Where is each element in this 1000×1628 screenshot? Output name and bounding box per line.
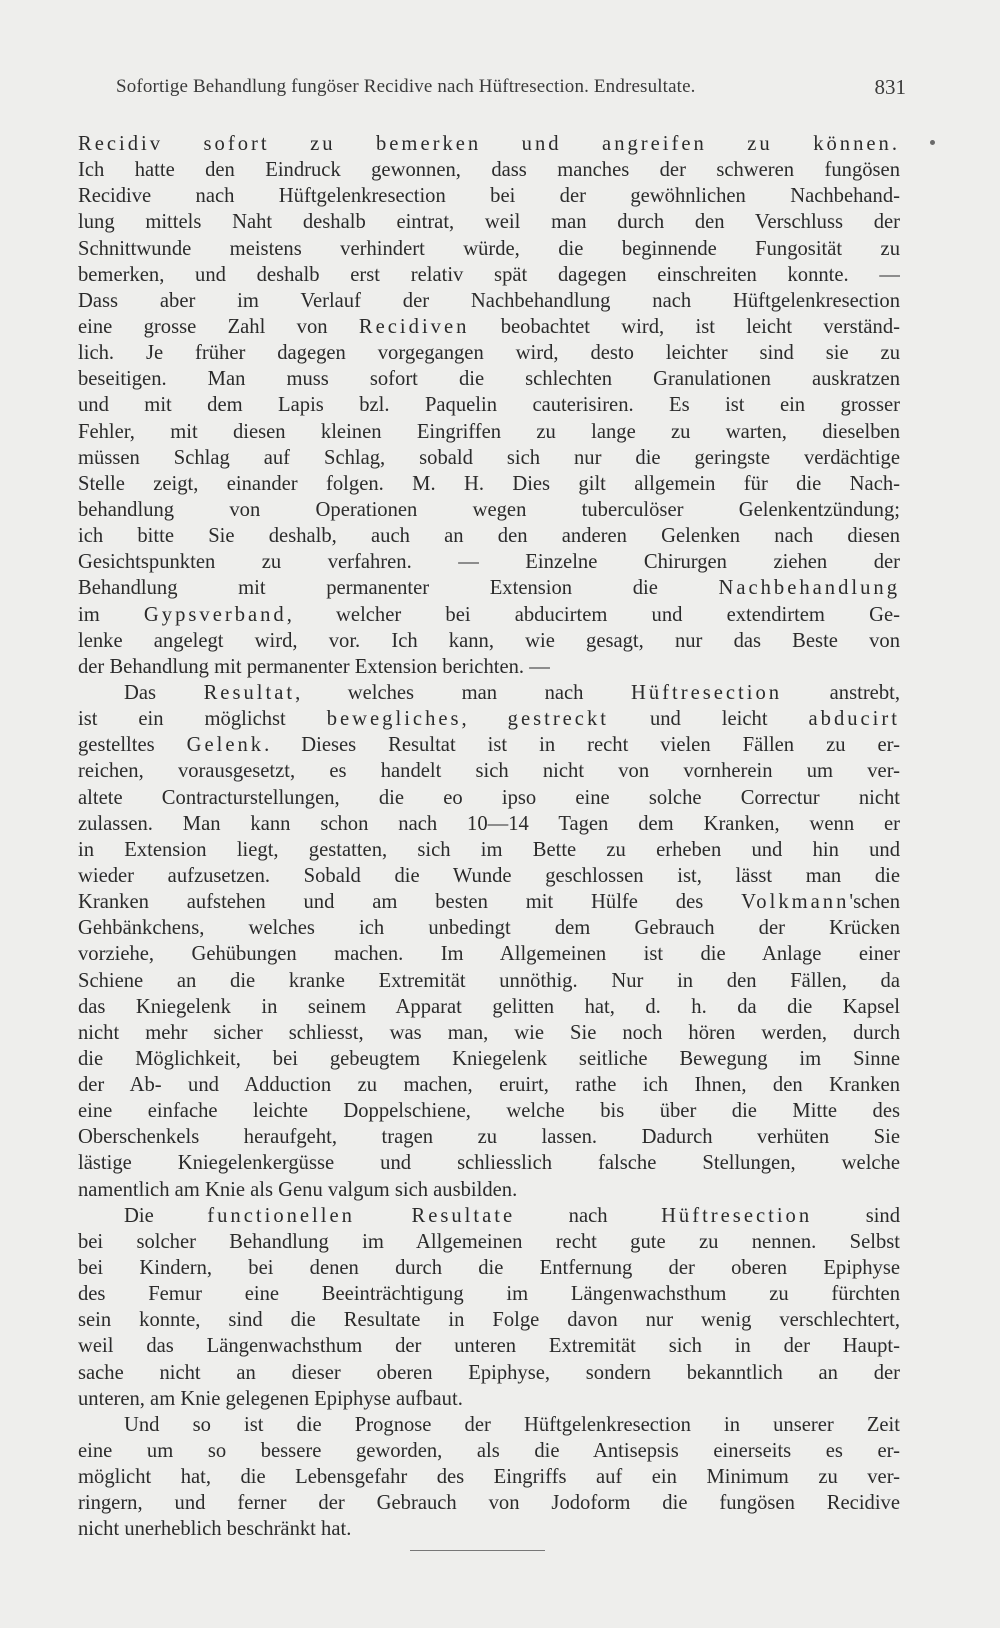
- text-run: sind: [812, 1204, 900, 1227]
- text-line: [78, 445, 900, 471]
- text-line: [78, 1307, 900, 1333]
- text-run: Gehbänkchens, welches ich unbedingt dem Gebrauch der Krücken: [78, 917, 900, 940]
- text-line: [78, 392, 900, 418]
- paragraph: [78, 680, 900, 1203]
- text-line: [78, 131, 900, 157]
- text-run: die Möglichkeit, bei gebeugtem Kniegelenk seitliche Bewegung im Sinne: [78, 1047, 900, 1070]
- text-run: Die: [124, 1204, 208, 1227]
- text-run: beobachtet wird, ist leicht verständ-: [469, 315, 900, 338]
- text-line: [78, 1386, 900, 1412]
- text-run: Und so ist die Prognose der Hüftgelenkresection in unserer Zeit: [124, 1413, 900, 1436]
- text-line: [78, 628, 900, 654]
- text-line: [78, 1229, 900, 1255]
- text-line: [78, 262, 900, 288]
- text-line: [78, 758, 900, 784]
- paragraph: [78, 131, 900, 680]
- text-run: Dass aber im Verlauf der Nachbehandlung nach Hüftgelenkresection: [78, 289, 900, 312]
- text-line: [78, 732, 900, 758]
- spaced-emphasis: bewegliches: [326, 708, 462, 731]
- text-run: . Dieses Resultat ist in recht vielen Fällen zu er-: [264, 734, 900, 757]
- text-run: bei Kindern, bei denen durch die Entfernung der oberen Epiphyse: [78, 1257, 900, 1280]
- text-line: [78, 941, 900, 967]
- text-run: nicht mehr sicher schliesst, was man, wie Sie noch hören werden, durch: [78, 1021, 900, 1044]
- text-line: [78, 314, 900, 340]
- running-head-title: Sofortige Behandlung fungöser Recidive nach Hüftresection. Endresultate.: [116, 76, 696, 97]
- spaced-emphasis: functionellen Resultate: [207, 1204, 516, 1227]
- paragraph: [78, 1412, 900, 1543]
- paragraph: [78, 1203, 900, 1412]
- text-run: eine um so bessere geworden, als die Antisepsis einerseits es er-: [78, 1440, 900, 1463]
- text-line: [78, 1438, 900, 1464]
- text-run: Ich hatte den Eindruck gewonnen, dass manches der schweren fungösen: [78, 159, 900, 182]
- text-line: [78, 1150, 900, 1176]
- text-run: Schiene an die kranke Extremität unnöthig. Nur in den Fällen, da: [78, 969, 900, 992]
- text-run: Stelle zeigt, einander folgen. M. H. Dies gilt allgemein für die Nach-: [78, 472, 900, 495]
- text-run: ich bitte Sie deshalb, auch an den anderen Gelenken nach diesen: [78, 525, 900, 548]
- text-run: vorziehe, Gehübungen machen. Im Allgemeinen ist die Anlage einer: [78, 943, 900, 966]
- text-run: und mit dem Lapis bzl. Paquelin cauterisiren. Es ist ein grosser: [78, 394, 900, 417]
- text-run: möglicht hat, die Lebensgefahr des Eingriffs auf ein Minimum zu ver-: [78, 1466, 900, 1489]
- text-run: behandlung von Operationen wegen tuberculöser Gelenkentzündung;: [78, 498, 900, 521]
- text-line: [78, 209, 900, 235]
- spaced-emphasis: Recidiven: [358, 315, 470, 338]
- text-line: [78, 236, 900, 262]
- text-line: [78, 1203, 900, 1229]
- text-run: Schnittwunde meistens verhindert würde, die beginnende Fungosität zu: [78, 237, 900, 260]
- text-run: eine einfache leichte Doppelschiene, welche bis über die Mitte des: [78, 1100, 900, 1123]
- spaced-emphasis: Nachbehandlung: [718, 577, 900, 600]
- spaced-emphasis: Gypsverband: [143, 603, 287, 626]
- text-run: Recidive nach Hüftgelenkresection bei der gewöhnlichen Nachbehand-: [78, 185, 900, 208]
- text-run: der Behandlung mit permanenter Extension berichten. —: [78, 655, 550, 678]
- text-line: [78, 706, 900, 732]
- text-line: [78, 811, 900, 837]
- spaced-emphasis: abducirt: [808, 708, 900, 731]
- text-run: Behandlung mit permanenter Extension die: [78, 577, 719, 600]
- text-line: [78, 366, 900, 392]
- text-run: Fehler, mit diesen kleinen Eingriffen zu lange zu warten, dieselben: [78, 420, 900, 443]
- text-line: [78, 419, 900, 445]
- text-line: [78, 471, 900, 497]
- text-run: 'schen: [849, 891, 900, 914]
- text-run: weil das Längenwachsthum der unteren Extremität sich in der Haupt-: [78, 1335, 900, 1358]
- text-run: ,: [461, 708, 508, 731]
- text-line: [78, 968, 900, 994]
- text-run: zulassen. Man kann schon nach 10—14 Tagen dem Kranken, wenn er: [78, 812, 900, 835]
- text-run: gestelltes: [78, 734, 187, 757]
- text-line: [78, 157, 900, 183]
- text-line: [78, 785, 900, 811]
- text-run: ringern, und ferner der Gebrauch von Jodoform die fungösen Recidive: [78, 1492, 900, 1515]
- text-line: [78, 1098, 900, 1124]
- text-line: [78, 183, 900, 209]
- text-run: anstrebt,: [782, 681, 900, 704]
- text-line: [78, 863, 900, 889]
- text-run: und leicht: [608, 708, 809, 731]
- spaced-emphasis: Gelenk: [186, 734, 265, 757]
- text-run: Kranken aufstehen und am besten mit Hülfe des: [78, 891, 742, 914]
- text-run: sein konnte, sind die Resultate in Folge davon nur wenig verschlechtert,: [78, 1309, 900, 1332]
- text-run: lenke angelegt wird, vor. Ich kann, wie gesagt, nur das Beste von: [78, 629, 900, 652]
- text-line: [78, 497, 900, 523]
- text-run: reichen, vorausgesetzt, es handelt sich nicht von vornherein um ver-: [78, 760, 900, 783]
- text-run: wieder aufzusetzen. Sobald die Wunde geschlossen ist, lässt man die: [78, 864, 900, 887]
- text-line: [78, 1020, 900, 1046]
- text-run: , welches man nach: [295, 681, 632, 704]
- text-line: [78, 575, 900, 601]
- text-run: beseitigen. Man muss sofort die schlechten Granulationen auskratzen: [78, 368, 900, 391]
- text-run: im: [78, 603, 144, 626]
- text-line: [78, 1124, 900, 1150]
- text-run: bei solcher Behandlung im Allgemeinen recht gute zu nennen. Selbst: [78, 1230, 900, 1253]
- text-run: Gesichtspunkten zu verfahren. — Einzelne Chirurgen ziehen der: [78, 551, 900, 574]
- text-line: [78, 1490, 900, 1516]
- text-run: lich. Je früher dagegen vorgegangen wird, desto leichter sind sie zu: [78, 342, 900, 365]
- text-line: [78, 1360, 900, 1386]
- text-line: [78, 1464, 900, 1490]
- margin-mark: [930, 140, 935, 145]
- spaced-emphasis: Resultat: [203, 681, 296, 704]
- text-run: der Ab- und Adduction zu machen, eruirt, rathe ich Ihnen, den Kranken: [78, 1074, 900, 1097]
- text-line: [78, 288, 900, 314]
- text-run: nach: [515, 1204, 662, 1227]
- text-run: unteren, am Knie gelegenen Epiphyse aufbaut.: [78, 1387, 463, 1410]
- text-run: ist ein möglichst: [78, 708, 327, 731]
- text-line: [78, 1412, 900, 1438]
- text-line: [78, 1281, 900, 1307]
- text-run: namentlich am Knie als Genu valgum sich ausbilden.: [78, 1178, 518, 1201]
- spaced-emphasis: gestreckt: [507, 708, 609, 731]
- text-line: [78, 602, 900, 628]
- text-run: Das: [124, 681, 204, 704]
- text-run: Oberschenkels heraufgeht, tragen zu lassen. Dadurch verhüten Sie: [78, 1126, 900, 1149]
- text-line: [78, 915, 900, 941]
- text-run: lung mittels Naht deshalb eintrat, weil man durch den Verschluss der: [78, 211, 900, 234]
- text-line: [78, 654, 900, 680]
- text-run: nicht unerheblich beschränkt hat.: [78, 1518, 352, 1541]
- text-line: [78, 1046, 900, 1072]
- body-text: [78, 131, 900, 1543]
- text-line: [78, 1072, 900, 1098]
- text-run: das Kniegelenk in seinem Apparat gelitten hat, d. h. da die Kapsel: [78, 995, 900, 1018]
- page-number: 831: [874, 75, 906, 99]
- text-run: altete Contracturstellungen, die eo ipso eine solche Correctur nicht: [78, 786, 900, 809]
- text-line: [78, 680, 900, 706]
- text-run: lästige Kniegelenkergüsse und schliesslich falsche Stellungen, welche: [78, 1152, 900, 1175]
- text-line: [78, 340, 900, 366]
- running-head: [116, 72, 906, 102]
- text-run: des Femur eine Beeinträchtigung im Längenwachsthum zu fürchten: [78, 1283, 900, 1306]
- spaced-emphasis: Recidiv sofort zu bemerken und angreifen zu können.: [78, 133, 900, 155]
- text-line: [78, 523, 900, 549]
- text-run: bemerken, und deshalb erst relativ spät dagegen einschreiten konnte. —: [78, 263, 900, 286]
- text-line: [78, 549, 900, 575]
- text-line: [78, 837, 900, 863]
- spaced-emphasis: Hüftresection: [631, 681, 783, 704]
- text-line: [78, 1516, 900, 1542]
- text-line: [78, 1177, 900, 1203]
- text-line: [78, 889, 900, 915]
- text-line: [78, 994, 900, 1020]
- spaced-emphasis: Volkmann: [741, 891, 850, 914]
- text-run: in Extension liegt, gestatten, sich im Bette zu erheben und hin und: [78, 838, 900, 861]
- text-run: , welcher bei abducirtem und extendirtem Ge-: [286, 603, 900, 626]
- text-run: eine grosse Zahl von: [78, 315, 359, 338]
- end-rule: [410, 1550, 545, 1551]
- text-line: [78, 1255, 900, 1281]
- text-line: [78, 1333, 900, 1359]
- spaced-emphasis: Hüftresection: [661, 1204, 813, 1227]
- text-run: müssen Schlag auf Schlag, sobald sich nur die geringste verdächtige: [78, 446, 900, 469]
- text-run: sache nicht an dieser oberen Epiphyse, sondern bekanntlich an der: [78, 1361, 900, 1384]
